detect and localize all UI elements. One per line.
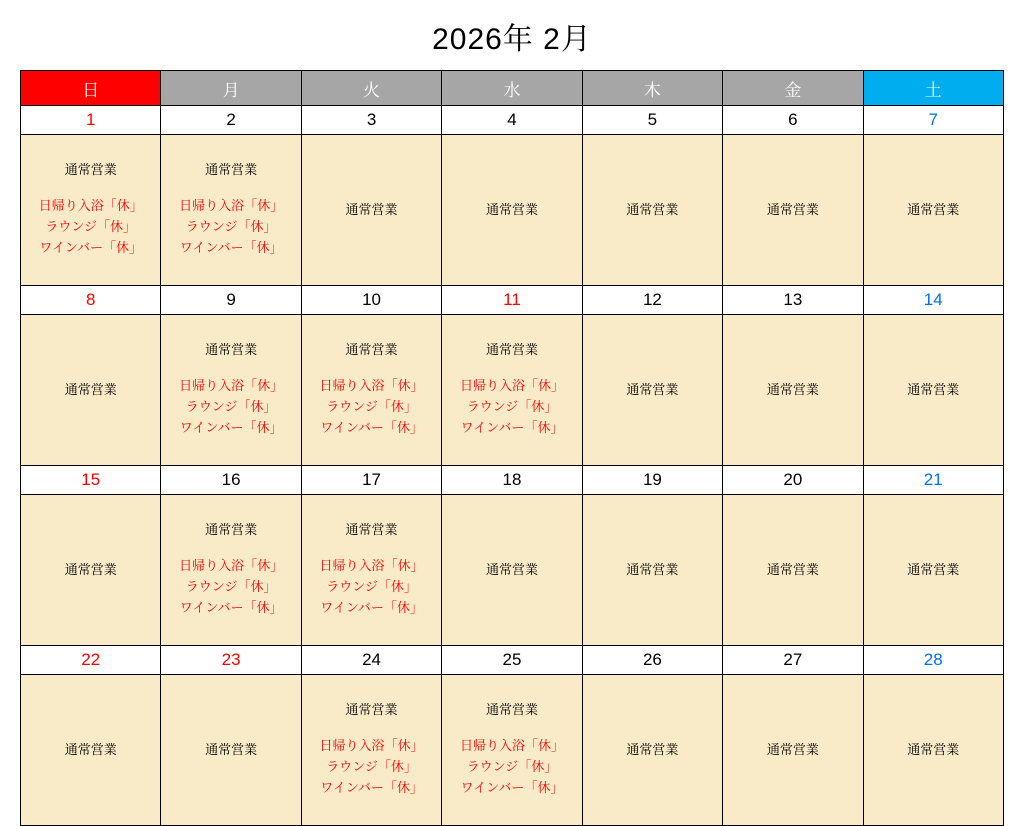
- day-cell-content: [583, 495, 722, 645]
- day-cell-content: [442, 315, 581, 465]
- open-status-label: 通常営業: [485, 561, 538, 577]
- closed-facilities-list: [320, 376, 424, 438]
- closed-facility-item: ワインバー「休」: [179, 239, 283, 255]
- day-number: 14: [863, 286, 1003, 315]
- open-status-label: 通常営業: [626, 201, 679, 217]
- open-status-label: 通常営業: [64, 561, 117, 577]
- day-cell-content: [302, 495, 441, 645]
- day-cell-content: [21, 135, 160, 285]
- closed-facility-item: ラウンジ「休」: [185, 579, 277, 595]
- closed-facility-item: ワインバー「休」: [460, 779, 564, 795]
- day-number: 8: [21, 286, 161, 315]
- day-number: 16: [161, 466, 301, 495]
- open-status-label: 通常営業: [64, 381, 117, 397]
- day-cell-content: [723, 495, 862, 645]
- day-content-row: [21, 675, 1004, 826]
- closed-facility-item: ラウンジ「休」: [45, 219, 137, 235]
- day-cell-content: [161, 135, 300, 285]
- closed-facility-item: 日帰り入浴「休」: [319, 558, 424, 574]
- day-cell: [21, 135, 161, 286]
- weekday-header-row: [21, 71, 1004, 106]
- weekday-header-sun: 日: [21, 71, 161, 106]
- open-status-label: 通常営業: [766, 381, 819, 397]
- day-number: 2: [161, 106, 301, 135]
- day-cell-content: [442, 495, 581, 645]
- day-cell: [442, 495, 582, 646]
- day-number: 22: [21, 646, 161, 675]
- day-cell: [442, 315, 582, 466]
- closed-facility-item: ラウンジ「休」: [466, 399, 558, 415]
- day-content-row: [21, 315, 1004, 466]
- day-cell: [863, 495, 1003, 646]
- day-number: 28: [863, 646, 1003, 675]
- day-number: 5: [582, 106, 722, 135]
- open-status-label: 通常営業: [345, 522, 398, 538]
- open-status-label: 通常営業: [626, 741, 679, 757]
- day-cell: [863, 135, 1003, 286]
- closed-facility-item: ワインバー「休」: [39, 239, 143, 255]
- day-cell-content: [583, 675, 722, 825]
- closed-facility-item: ワインバー「休」: [460, 419, 564, 435]
- day-cell: [442, 675, 582, 826]
- closed-facility-item: ラウンジ「休」: [185, 219, 277, 235]
- day-number: 24: [301, 646, 441, 675]
- closed-facility-item: 日帰り入浴「休」: [38, 198, 143, 214]
- day-cell: [301, 675, 441, 826]
- closed-facility-item: 日帰り入浴「休」: [179, 378, 284, 394]
- open-status-label: 通常営業: [345, 342, 398, 358]
- day-number: 11: [442, 286, 582, 315]
- closed-facility-item: 日帰り入浴「休」: [179, 558, 284, 574]
- open-status-label: 通常営業: [345, 702, 398, 718]
- day-number: 4: [442, 106, 582, 135]
- day-number: 7: [863, 106, 1003, 135]
- open-status-label: 通常営業: [626, 561, 679, 577]
- closed-facility-item: 日帰り入浴「休」: [459, 378, 564, 394]
- day-cell-content: [864, 315, 1003, 465]
- day-cell: [863, 675, 1003, 826]
- page-title: 2026年 2月: [432, 23, 592, 56]
- day-number-row: [21, 286, 1004, 315]
- day-cell-content: [302, 315, 441, 465]
- open-status-label: 通常営業: [345, 201, 398, 217]
- day-number: 23: [161, 646, 301, 675]
- closed-facility-item: 日帰り入浴「休」: [179, 198, 284, 214]
- day-cell: [723, 495, 863, 646]
- day-cell-content: [864, 135, 1003, 285]
- closed-facilities-list: [179, 196, 283, 258]
- day-cell: [21, 675, 161, 826]
- day-cell: [582, 135, 722, 286]
- open-status-label: 通常営業: [485, 342, 538, 358]
- day-number-row: [21, 646, 1004, 675]
- calendar-table: [20, 70, 1004, 826]
- weekday-header-wed: 水: [442, 71, 582, 106]
- calendar-body: [21, 106, 1004, 826]
- closed-facility-item: ワインバー「休」: [320, 779, 423, 795]
- day-cell: [161, 495, 301, 646]
- day-number: 10: [301, 286, 441, 315]
- weekday-header-thu: 木: [582, 71, 722, 106]
- day-number-row: [21, 466, 1004, 495]
- day-number: 9: [161, 286, 301, 315]
- day-cell: [723, 315, 863, 466]
- day-cell-content: [864, 675, 1003, 825]
- weekday-header-mon: 月: [161, 71, 301, 106]
- closed-facility-item: ワインバー「休」: [320, 419, 423, 435]
- day-cell: [442, 135, 582, 286]
- day-number: 3: [301, 106, 441, 135]
- closed-facility-item: 日帰り入浴「休」: [319, 738, 424, 754]
- day-content-row: [21, 135, 1004, 286]
- open-status-label: 通常営業: [907, 561, 960, 577]
- open-status-label: 通常営業: [907, 381, 960, 397]
- day-cell-content: [21, 675, 160, 825]
- closed-facility-item: ラウンジ「休」: [326, 399, 417, 415]
- day-cell-content: [723, 675, 862, 825]
- day-cell-content: [723, 315, 862, 465]
- day-number: 17: [301, 466, 441, 495]
- day-cell: [21, 495, 161, 646]
- day-cell: [21, 315, 161, 466]
- weekday-header-sat: 土: [863, 71, 1003, 106]
- open-status-label: 通常営業: [907, 201, 960, 217]
- open-status-label: 通常営業: [907, 741, 960, 757]
- closed-facilities-list: [320, 736, 424, 798]
- day-number: 18: [442, 466, 582, 495]
- open-status-label: 通常営業: [766, 561, 819, 577]
- open-status-label: 通常営業: [766, 201, 819, 217]
- calendar-header: [21, 71, 1004, 106]
- day-cell-content: [21, 495, 160, 645]
- day-number: 20: [723, 466, 863, 495]
- day-content-row: [21, 495, 1004, 646]
- day-cell-content: [583, 135, 722, 285]
- day-cell-content: [161, 315, 300, 465]
- day-number: 21: [863, 466, 1003, 495]
- open-status-label: 通常営業: [205, 342, 258, 358]
- day-cell: [723, 675, 863, 826]
- open-status-label: 通常営業: [766, 741, 819, 757]
- day-number: 6: [723, 106, 863, 135]
- open-status-label: 通常営業: [205, 741, 258, 757]
- day-cell-content: [442, 675, 581, 825]
- day-cell: [863, 315, 1003, 466]
- closed-facility-item: ラウンジ「休」: [326, 759, 417, 775]
- open-status-label: 通常営業: [64, 741, 117, 757]
- day-cell: [161, 675, 301, 826]
- day-cell: [301, 315, 441, 466]
- day-cell: [301, 495, 441, 646]
- closed-facility-item: ワインバー「休」: [179, 419, 283, 435]
- day-cell-content: [302, 675, 441, 825]
- open-status-label: 通常営業: [626, 381, 679, 397]
- closed-facilities-list: [179, 376, 283, 438]
- day-cell: [582, 495, 722, 646]
- weekday-header-tue: 火: [301, 71, 441, 106]
- day-cell-content: [302, 135, 441, 285]
- closed-facility-item: ラウンジ「休」: [326, 579, 417, 595]
- day-cell: [582, 315, 722, 466]
- day-cell: [161, 315, 301, 466]
- day-number: 1: [21, 106, 161, 135]
- open-status-label: 通常営業: [485, 201, 538, 217]
- day-number: 12: [582, 286, 722, 315]
- open-status-label: 通常営業: [205, 162, 258, 178]
- closed-facilities-list: [460, 736, 564, 798]
- closed-facility-item: ワインバー「休」: [320, 599, 423, 615]
- day-cell: [723, 135, 863, 286]
- day-cell: [582, 675, 722, 826]
- day-cell-content: [161, 675, 300, 825]
- closed-facility-item: ラウンジ「休」: [185, 399, 277, 415]
- closed-facilities-list: [39, 196, 143, 258]
- day-cell-content: [723, 135, 862, 285]
- closed-facility-item: 日帰り入浴「休」: [319, 378, 424, 394]
- closed-facilities-list: [179, 556, 283, 618]
- day-number: 26: [582, 646, 722, 675]
- day-number: 13: [723, 286, 863, 315]
- day-number: 19: [582, 466, 722, 495]
- day-number-row: [21, 106, 1004, 135]
- day-number: 27: [723, 646, 863, 675]
- day-cell: [161, 135, 301, 286]
- closed-facility-item: ラウンジ「休」: [466, 759, 558, 775]
- weekday-header-fri: 金: [723, 71, 863, 106]
- day-cell-content: [161, 495, 300, 645]
- closed-facilities-list: [460, 376, 564, 438]
- day-number: 15: [21, 466, 161, 495]
- open-status-label: 通常営業: [485, 702, 538, 718]
- closed-facility-item: 日帰り入浴「休」: [459, 738, 564, 754]
- open-status-label: 通常営業: [64, 162, 117, 178]
- day-cell-content: [583, 315, 722, 465]
- day-cell-content: [864, 495, 1003, 645]
- day-cell: [301, 135, 441, 286]
- open-status-label: 通常営業: [205, 522, 258, 538]
- day-cell-content: [21, 315, 160, 465]
- closed-facilities-list: [320, 556, 424, 618]
- closed-facility-item: ワインバー「休」: [179, 599, 283, 615]
- day-number: 25: [442, 646, 582, 675]
- day-cell-content: [442, 135, 581, 285]
